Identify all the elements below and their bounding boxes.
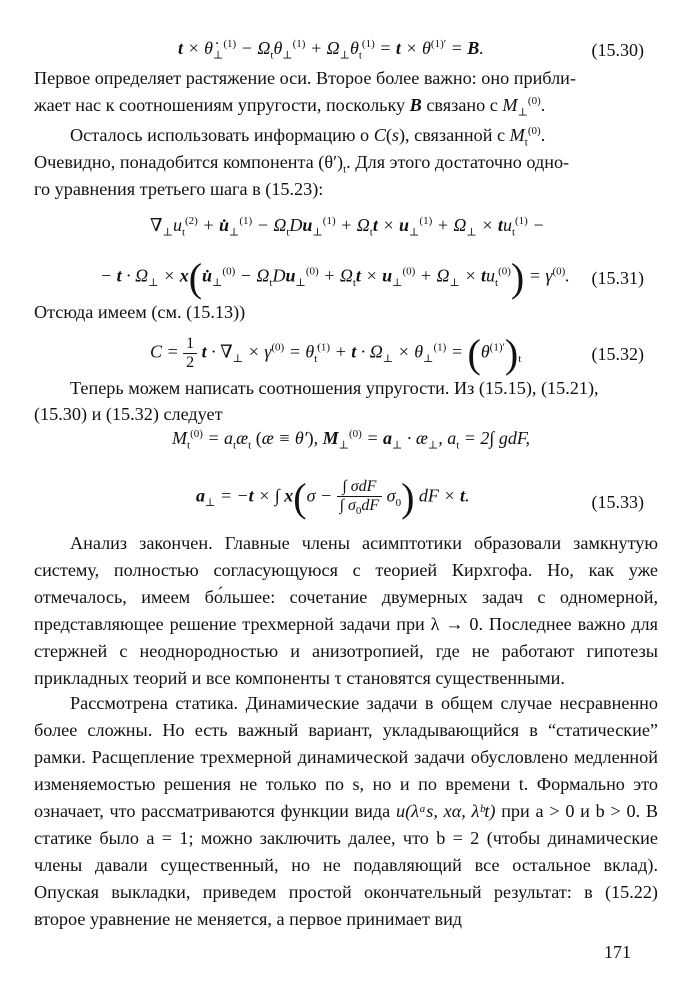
function-expression: u(λᵃs, xα, λᵇt) [395, 801, 496, 821]
equation-15-31-line2: − $t \cdot \Omega_\perp$ × $x(u̇_\perp^{(0)} - \Omega_tDu_\perp^{(0)} + \Omega_tt \times u_\perp^{(0)} + \Omega_\perp \times tu_t^{(0)}) = \gamma^{(0)}$. [100, 255, 570, 300]
paragraph-line: Первое определяет растяжение оси. Второе более важно: оно прибли- [34, 68, 576, 88]
page-number: 171 [604, 942, 631, 962]
equation-15-33-line2: $a_\perp = -t$ × ∫ x(σ − $\frac{\text{∫ σdF}}{\int \sigma_0dF}$ $\sigma_0$) dF × t. [196, 475, 470, 520]
paragraph-line: жает нас к соотношениям упругости, поскольку B связано с $M_\perp^{(0)}$. [34, 95, 546, 119]
equation-15-30: $t \times \thetȧ_\perp^{(1)} - \Omega_t\theta_\perp^{(1)} + \Omega_\perp\theta_t^{(1)} = t \times \theta^{(1)'} = B$. [178, 38, 484, 62]
equation-number: (15.33) [591, 492, 644, 512]
equation-15-33-line1: $M_t^{(0)}$ = $a_tæ_t$ (æ ≡ θ′), $M_\perp^{(0)} = a_\perp$ · $æ_\perp$, $a_t = 2\int$ gdF, [172, 428, 531, 452]
paragraph-line: го уравнения третьего шага в (15.23): [34, 179, 324, 199]
equation-15-32: C = $\frac{1}{2}$ $t \cdot \nabla_\perp \times \gamma^{(0)}$ = $\thetȧ_t^{(1)} + t \cdot \Omega_\perp \times \theta_\perp^{(1)} = (\theta^{(1)'})_t$ [150, 331, 522, 376]
paragraph: Анализ закончен. Главные члены асимптотики образовали замкнутую систему, полностью согласующуюся с теорией Кирхгофа. Но, как уже отмечалось, имеем бо́льшее: сочетание двумерных задач с одномерной, представляющее решение трехмерной задачи при λ → 0. Последнее важно для стержней с неоднородностью и анизотропией, где не работают гипотезы прикладных теорий и все компоненты τ становятся существенными. [34, 533, 658, 688]
paragraph-line: (15.30) и (15.32) следует [34, 404, 223, 424]
paragraph-line: Очевидно, понадобится компонента $(\theta')_t$. Для этого достаточно одно- [34, 152, 570, 176]
equation-number: (15.32) [591, 344, 644, 364]
paragraph-line: Отсюда имеем (см. (15.13)) [34, 302, 246, 322]
paragraph-line: Теперь можем написать соотношения упругости. Из (15.15), (15.21), [70, 378, 599, 398]
equation-15-31-line1: $\nabla_\perp u_t^{(2)}$ + $u̇_\perp^{(1)} - \Omega_tDu_\perp^{(1)} + \Omega_tt \times u_\perp^{(1)} + \Omega_\perp \times tu_t^{(1)}$ − [150, 215, 545, 239]
paragraph-line: Осталось использовать информацию о C(s), связанной с $M_t^{(0)}$. [70, 125, 546, 149]
equation-number: (15.31) [591, 268, 644, 288]
equation-number: (15.30) [591, 40, 644, 60]
paragraph: Рассмотрена статика. Динамические задачи в общем случае несравненно более сложны. Но есть важный вариант, укладывающийся в “статические” рамки. Расщепление трехмерной динамической задачи обусловлено медленной изменяемостью решения не только по s, но и по времени t. Формально это означает, что рассматриваются функции вида u(λᵃs, xα, λᵇt) при a > 0 и b > 0. В статике было a = 1; можно заключить далее, что b = 2 (чтобы динамические члены давали существенный, но не подавляющий все остальное вклад). Опуская выкладки, приведем простой окончательный результат: в (15.22) второе уравнение не меняется, а первое принимает вид [34, 693, 659, 929]
